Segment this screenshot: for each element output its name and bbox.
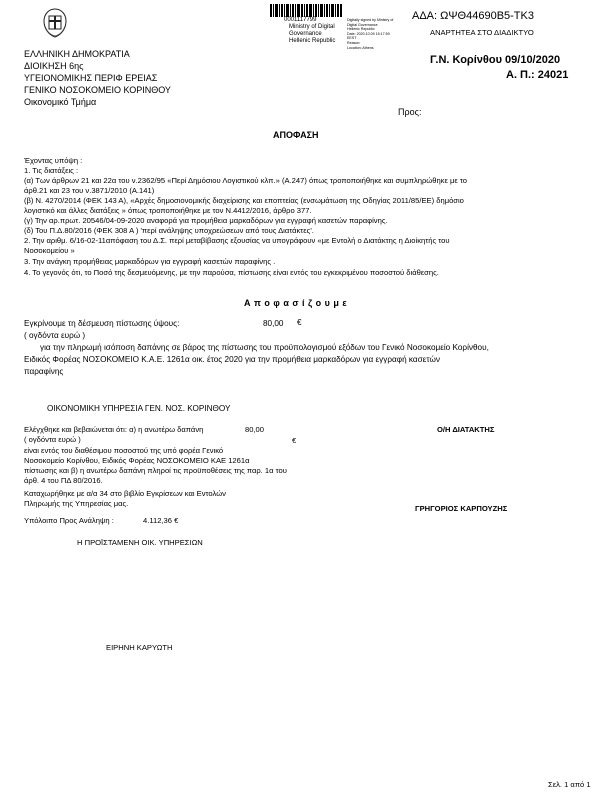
- barcode-icon: [270, 4, 342, 17]
- signature-number: 0001117799: [284, 17, 317, 23]
- purpose-line-3: παραφίνης: [24, 367, 64, 376]
- sig-detail-3: Hellenic Republic: [347, 27, 375, 32]
- finance-line-5: Καταχωρήθηκε με α/α 34 στο βιβλίο Εγκρίσεων και Εντολών: [24, 489, 226, 498]
- finance-line-4: άρθ. 4 του ΠΔ 80/2016.: [24, 476, 103, 485]
- finance-heading: ΟΙΚΟΝΟΜΙΚΗ ΥΠΗΡΕΣΙΑ ΓΕΝ. ΝΟΣ. ΚΟΡΙΝΘΟΥ: [47, 404, 231, 413]
- considering-line-5: λογιστικό και άλλες διατάξεις » όπως τροποποιήθηκε με τον Ν.4412/2016, άρθρο 377.: [24, 206, 312, 215]
- protocol-number: Α. Π.: 24021: [506, 69, 569, 81]
- considering-line-8: 2. Την αριθμ. 6/16-02-11απόφαση του Δ.Σ. περί μεταβίβασης εξουσίας να υπογράφουν «με Εντολή ο Διατάκτης η Διοίκητής του: [24, 236, 450, 245]
- posted-online-label: ΑΝΑΡΤΗΤΕΑ ΣΤΟ ΔΙΑΔΙΚΤΥΟ: [430, 28, 534, 37]
- document-title: ΑΠΟΦΑΣΗ: [273, 130, 319, 140]
- considering-line-6: (γ) Την αρ.πρωτ. 20546/04-09-2020 αναφορά για προμήθεια μαρκαδόρων για εγγραφή κασετών παραφίνης.: [24, 216, 388, 225]
- considering-line-10: 3. Την ανάγκη προμήθειας μαρκαδόρων για εγγραφή κασετών παραφίνης .: [24, 257, 276, 266]
- signature-ministry-line-2: Governance: [289, 31, 322, 37]
- org-line-3: ΥΓΕΙΟΝΟΜΙΚΗΣ ΠΕΡΙΦ ΕΡΕΙΑΣ: [24, 73, 158, 83]
- signature-ministry-line-1: Ministry of Digital: [289, 24, 335, 30]
- decision-heading: Α π ο φ α σ ί ζ ο υ μ ε: [244, 298, 348, 308]
- ada-code: ΑΔΑ: ΩΨΘ44690Β5-ΤΚ3: [412, 10, 534, 22]
- org-line-4: ΓΕΝΙΚΟ ΝΟΣΟΚΟΜΕΙΟ ΚΟΡΙΝΘΟΥ: [24, 85, 171, 95]
- place-date: Γ.Ν. Κορίνθου 09/10/2020: [430, 54, 561, 66]
- sig-detail-7: Location: Athens: [347, 45, 374, 50]
- approve-currency: €: [297, 318, 302, 327]
- considering-line-3: άρθ.21 και 23 του ν.3871/2010 (Α.141): [24, 186, 155, 195]
- considering-line-7: (δ) Του Π.Δ.80/2016 (ΦΕΚ 308 Α ) 'περί ανάληψης υποχρεώσεων από τους Διατάκτες'.: [24, 226, 314, 235]
- considering-line-2: (α) Των άρθρων 21 και 22α του ν.2362/95 «Περί Δημόσιου Λογιστικού κλπ.» (Α.247) όπως τροποποιήθηκε και συμπληρώθηκε με το: [24, 176, 467, 185]
- finance-head-title: Η ΠΡΟΪΣΤΑΜΕΝΗ ΟΙΚ. ΥΠΗΡΕΣΙΩΝ: [77, 538, 203, 547]
- purpose-line-2: Ειδικός Φορέας ΝΟΣΟΚΟΜΕΙΟ Κ.Α.Ε. 1261α οικ. έτος 2020 για την προμήθεια μαρκαδόρων για εγγραφή κασετών: [24, 355, 440, 364]
- finance-head-name: ΕΙΡΗΝΗ ΚΑΡΥΩΤΗ: [106, 643, 173, 652]
- finance-amount-words: ( ογδόντα ευρώ ): [24, 435, 81, 444]
- approve-amount: 80,00: [263, 319, 284, 328]
- org-line-1: ΕΛΛΗΝΙΚΗ ΔΗΜΟΚΡΑΤΙΑ: [24, 49, 130, 59]
- finance-currency: €: [292, 436, 297, 445]
- finance-line-6: Πληρωμής της Υπηρεσίας μας.: [24, 499, 129, 508]
- recipient-label: Προς:: [398, 107, 422, 117]
- page-number: Σελ. 1 από 1: [548, 780, 591, 789]
- signature-ministry-line-3: Hellenic Republic: [289, 38, 336, 44]
- purpose-line-1: για την πληρωμή ισόποση δαπάνης σε βάρος της πίστωσης του προϋπολογισμού εξόδων του Γενικό Νοσοκομείο Κορίνθου,: [40, 343, 489, 352]
- authorizer-name: ΓΡΗΓΟΡΙΟΣ ΚΑΡΠΟΥΖΗΣ: [415, 504, 508, 513]
- balance-label: Υπόλοιπο Προς Ανάληψη :: [24, 516, 114, 525]
- sig-detail-1: Digitally signed by Ministry of: [347, 18, 394, 22]
- considering-line-9: Νοσοκομείου »: [24, 246, 75, 255]
- finance-line-2: Νοσοκομείο Κορίνθου, Ειδικός Φορέας ΝΟΣΟΚΟΜΕΙΟ ΚΑΕ 1261α: [24, 456, 250, 465]
- authorizer-title: Ο/Η ΔΙΑΤΑΚΤΗΣ: [437, 425, 495, 434]
- considering-line-1: 1. Τις διατάξεις :: [24, 166, 79, 175]
- sig-detail-4: Date: 2020.10.09 15:17:59: [347, 31, 390, 36]
- finance-checked-amount: 80,00: [245, 425, 265, 434]
- digital-signature-details: [347, 18, 393, 50]
- considering-heading: Έχοντας υπόψη :: [24, 156, 83, 165]
- greek-emblem-icon: [40, 8, 70, 38]
- org-line-5: Οικονομικό Τμήμα: [24, 97, 97, 107]
- approve-amount-words: ( ογδόντα ευρώ ): [24, 331, 86, 340]
- finance-checked-label: Ελέγχθηκε και βεβαιώνεται ότι: α) η ανωτέρω δαπάνη: [24, 425, 204, 434]
- finance-line-1: είναι εντός του διαθέσιμου ποσοστού της υπό φορέα Γενικό: [24, 446, 224, 455]
- sig-detail-2: Digital Governance: [347, 22, 378, 27]
- approve-label: Εγκρίνουμε τη δέσμευση πίστωσης ύψους:: [24, 319, 180, 328]
- considering-line-11: 4. Το γεγονός ότι, το Ποσό της δεσμευόμενης, με την παρούσα, πίστωσης είναι εντός του εγκεκριμένου ποσοστού διάθεσης.: [24, 268, 439, 277]
- considering-line-4: (β) Ν. 4270/2014 (ΦΕΚ 143 Α), «Αρχές δημοσιονομικής διαχείρισης και εποπτείας (ενσωμάτωση της Οδηγίας 2011/85/ΕΕ) δημόσιο: [24, 196, 464, 205]
- sig-detail-5: EEST: [347, 36, 357, 41]
- org-line-2: ΔΙΟΙΚΗΣΗ 6ης: [24, 61, 84, 71]
- finance-line-3: πίστωσης και β) η ανωτέρω δαπάνη πληροί τις προϋποθέσεις της παρ. 1α του: [24, 466, 287, 475]
- balance-amount: 4.112,36 €: [143, 516, 179, 525]
- sig-detail-6: Reason:: [347, 40, 361, 45]
